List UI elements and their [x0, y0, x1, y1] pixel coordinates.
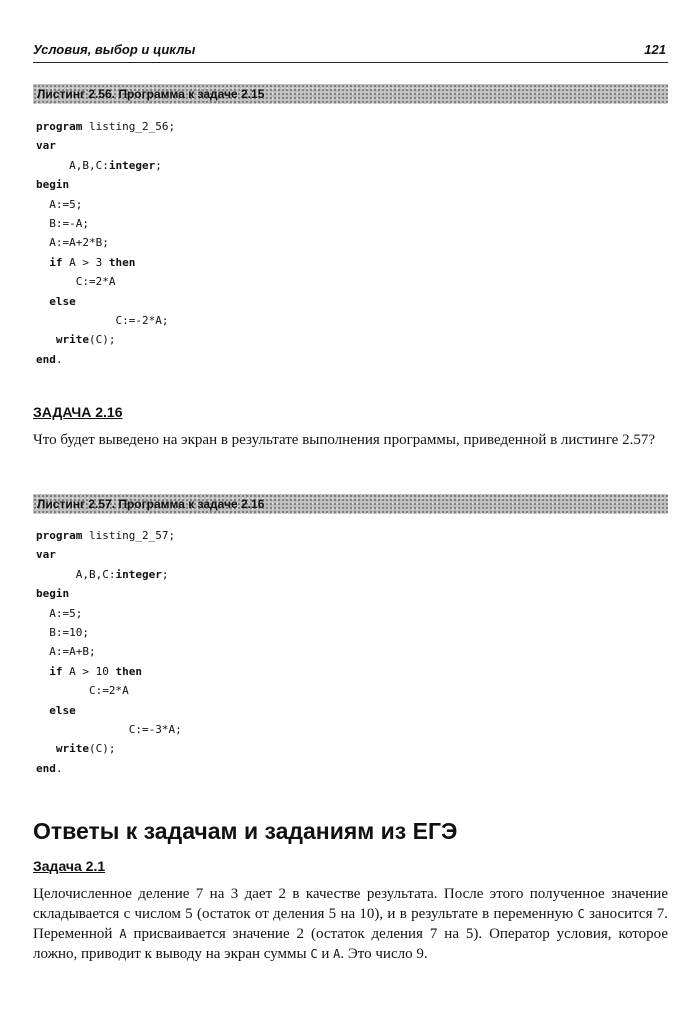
code-line — [36, 681, 182, 700]
code-keyword: var — [36, 548, 56, 562]
code-text — [36, 333, 56, 346]
task-2-1-heading: Задача 2.1 — [33, 858, 106, 874]
code-line — [36, 604, 182, 623]
code-keyword: end — [36, 352, 56, 366]
code-keyword: else — [49, 294, 76, 308]
task-2-16-heading: ЗАДАЧА 2.16 — [33, 404, 123, 420]
listing-2-56-code — [36, 117, 175, 369]
task-2-16-text: Что будет выведено на экран в результате выполнения программы, приведенной в листинге 2.57? — [33, 432, 655, 448]
code-keyword: end — [36, 761, 56, 775]
code-line — [36, 175, 175, 194]
code-text: C:=2*A — [36, 684, 129, 698]
code-keyword: program — [36, 529, 83, 542]
code-keyword: var — [36, 139, 56, 153]
listing-2-57-caption: Листинг 2.57. Программа к задаче 2.16 — [37, 497, 265, 511]
code-text: A:=5; — [36, 197, 83, 211]
code-keyword: integer — [115, 567, 162, 581]
code-text — [36, 665, 49, 678]
code-line — [36, 195, 175, 214]
code-text: listing_2_57; — [82, 529, 176, 542]
code-line — [36, 156, 175, 175]
code-keyword: then — [115, 664, 142, 678]
listing-2-56-caption-bar — [33, 84, 668, 104]
code-line — [36, 117, 175, 136]
code-text: A:=A+2*B; — [36, 236, 109, 250]
text-run: и — [317, 946, 334, 962]
code-line — [36, 759, 182, 778]
code-line — [36, 311, 175, 330]
code-text: B:=-A; — [36, 216, 89, 230]
code-line — [36, 233, 175, 252]
code-text: A > 10 — [62, 664, 116, 678]
code-text: A:=A+B; — [36, 645, 96, 659]
text-run: Целочисленное деление 7 на 3 дает 2 в качестве результата. После этого полученное значение складывается с числом 5 (остаток от деления 5 на 10), и в результате в переменную — [33, 886, 668, 922]
inline-code: A — [333, 947, 341, 961]
code-line — [36, 584, 182, 603]
text-run: . Это число 9. — [340, 946, 428, 962]
code-keyword: else — [49, 703, 76, 717]
code-line — [36, 701, 182, 720]
listing-2-56-caption: Листинг 2.56. Программа к задаче 2.15 — [37, 87, 265, 101]
page-number: 121 — [644, 42, 666, 57]
code-line — [36, 253, 175, 272]
code-keyword: begin — [36, 178, 70, 192]
code-text: C:=-3*A; — [36, 722, 182, 736]
code-line — [36, 720, 182, 739]
inline-code: A — [119, 927, 127, 941]
code-keyword: program — [36, 120, 83, 133]
code-keyword: begin — [36, 587, 70, 601]
code-line — [36, 545, 182, 564]
task-2-1-text — [33, 884, 668, 964]
code-text — [36, 256, 49, 269]
code-text: A,B,C: — [36, 158, 109, 172]
code-keyword: write — [55, 333, 89, 347]
code-text: ; — [161, 567, 169, 581]
code-text — [36, 742, 56, 755]
code-text — [36, 704, 49, 717]
code-line — [36, 214, 175, 233]
code-text — [36, 295, 49, 308]
code-line — [36, 272, 175, 291]
code-text: (C); — [89, 333, 116, 347]
inline-code: C — [577, 907, 585, 921]
code-text: C:=-2*A; — [36, 313, 169, 327]
code-text: listing_2_56; — [82, 120, 176, 133]
code-text: A > 3 — [62, 255, 109, 269]
code-line — [36, 739, 182, 758]
code-text: A:=5; — [36, 606, 83, 620]
code-keyword: if — [49, 255, 63, 269]
running-header — [33, 40, 668, 63]
code-line — [36, 526, 182, 545]
code-line — [36, 662, 182, 681]
code-keyword: write — [55, 742, 89, 756]
code-keyword: integer — [108, 158, 156, 172]
code-line — [36, 350, 175, 369]
running-title: Условия, выбор и циклы — [33, 42, 196, 57]
code-line — [36, 330, 175, 349]
code-text: B:=10; — [36, 625, 89, 639]
code-text: (C); — [89, 742, 116, 756]
code-line — [36, 565, 182, 584]
code-text: ; — [155, 158, 162, 172]
inline-code: C — [310, 947, 318, 961]
code-text: A,B,C: — [36, 567, 116, 581]
code-line — [36, 292, 175, 311]
code-line — [36, 136, 175, 155]
text-run: заносится 7. Переменной — [33, 906, 668, 942]
listing-2-57-caption-bar — [33, 494, 668, 514]
text-run: присваивается значение 2 (остаток деления 7 на 5). Оператор условия, которое ложно, приводит к выводу на экран суммы — [33, 926, 668, 962]
code-text: C:=2*A — [36, 275, 116, 289]
code-line — [36, 642, 182, 661]
code-text: . — [55, 761, 63, 775]
code-line — [36, 623, 182, 642]
code-keyword: then — [108, 255, 136, 269]
answers-section-title: Ответы к задачам и заданиям из ЕГЭ — [33, 818, 458, 844]
code-keyword: if — [49, 664, 63, 678]
listing-2-57-code — [36, 526, 182, 778]
code-text: . — [55, 352, 63, 366]
